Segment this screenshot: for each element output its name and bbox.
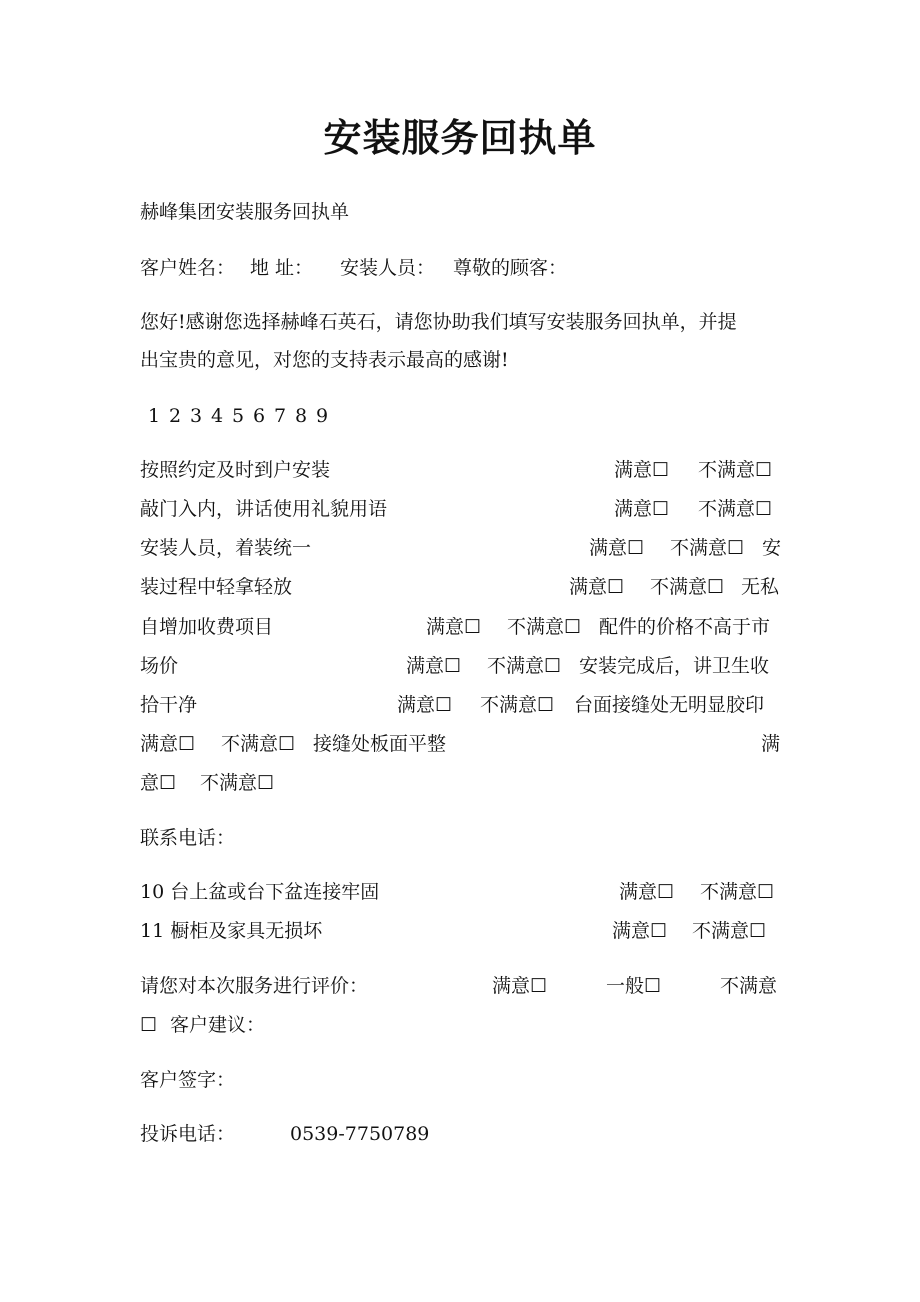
unsatisfied-checkbox[interactable]: 不满意☐ — [650, 576, 725, 598]
survey-row — [140, 653, 782, 679]
page-title: 安装服务回执单 — [323, 115, 597, 160]
satisfied-checkbox[interactable]: 满意☐ — [614, 459, 670, 481]
number: 3 — [190, 405, 203, 427]
survey-item-text: 敲门入内，讲话使用礼貌用语 — [140, 498, 388, 520]
greeting: 尊敬的顾客： — [453, 257, 568, 279]
survey-item-text: 配件的价格不高于市 — [599, 616, 771, 638]
eval-average-checkbox[interactable]: 一般☐ — [606, 975, 662, 997]
satisfied-checkbox[interactable]: 满意☐ — [589, 537, 645, 559]
survey-item-text: 场价 — [140, 655, 179, 677]
subtitle-line — [140, 199, 782, 225]
survey-item-text: 安装人员，着装统一 — [140, 537, 312, 559]
survey-item-text: 接缝处板面平整 — [313, 733, 447, 755]
satisfied-checkbox[interactable]: 满意☐ — [406, 655, 462, 677]
survey-item-text: 按照约定及时到户安装 — [140, 459, 331, 481]
eval-unsatisfied-box[interactable]: ☐ — [140, 1014, 158, 1036]
eval-satisfied-checkbox[interactable]: 满意☐ — [492, 975, 548, 997]
evaluation-label: 请您对本次服务进行评价： — [140, 975, 369, 997]
survey-item-text: 满 — [761, 733, 781, 755]
survey-item-text: 装过程中轻拿轻放 — [140, 576, 293, 598]
satisfied-checkbox-tail[interactable]: 意☐ — [140, 772, 177, 794]
subtitle: 赫峰集团安装服务回执单 — [140, 201, 350, 223]
unsatisfied-checkbox[interactable]: 不满意☐ — [700, 881, 775, 903]
complaint-line — [140, 1121, 782, 1147]
address-label: 地 址： — [250, 257, 314, 279]
survey-row — [140, 770, 782, 796]
survey-item-text: 自增加收费项目 — [140, 616, 274, 638]
intro-line-2: 出宝贵的意见，对您的支持表示最高的感谢! — [140, 349, 509, 371]
satisfied-checkbox[interactable]: 满意☐ — [614, 498, 670, 520]
survey-row — [140, 457, 782, 483]
contact-phone-label: 联系电话： — [140, 827, 236, 849]
intro-line-1: 您好!感谢您选择赫峰石英石，请您协助我们填写安装服务回执单，并提 — [140, 311, 737, 333]
number: 7 — [274, 405, 287, 427]
unsatisfied-checkbox[interactable]: 不满意☐ — [200, 772, 275, 794]
eval-unsatisfied-option[interactable]: 不满意 — [720, 975, 778, 997]
signature-label: 客户签字： — [140, 1069, 236, 1091]
number: 1 — [148, 405, 161, 427]
number: 5 — [232, 405, 245, 427]
number: 2 — [169, 405, 182, 427]
complaint-phone-number: 0539-7750789 — [290, 1123, 430, 1145]
survey-item-text: 无私 — [741, 576, 780, 598]
unsatisfied-checkbox[interactable]: 不满意☐ — [698, 498, 773, 520]
survey-item-text: 安装完成后，讲卫生收 — [579, 655, 770, 677]
survey-row — [140, 574, 782, 600]
satisfied-checkbox[interactable]: 满意☐ — [397, 694, 453, 716]
number: 9 — [316, 405, 329, 427]
contact-phone-line — [140, 825, 782, 851]
survey-row — [140, 692, 782, 718]
unsatisfied-checkbox[interactable]: 不满意☐ — [480, 694, 555, 716]
survey-item-text: 台面接缝处无明显胶印 — [574, 694, 765, 716]
satisfied-checkbox[interactable]: 满意☐ — [426, 616, 482, 638]
suggestion-row — [140, 1012, 782, 1038]
survey-row — [140, 731, 782, 757]
unsatisfied-checkbox[interactable]: 不满意☐ — [698, 459, 773, 481]
complaint-phone-label: 投诉电话： — [140, 1123, 236, 1145]
survey-row — [140, 879, 782, 905]
number: 4 — [211, 405, 224, 427]
number: 8 — [295, 405, 308, 427]
customer-info-line — [140, 255, 782, 281]
number-row — [140, 403, 782, 429]
signature-line — [140, 1067, 782, 1093]
evaluation-row — [140, 973, 782, 999]
survey-row — [140, 614, 782, 640]
unsatisfied-checkbox[interactable]: 不满意☐ — [670, 537, 745, 559]
survey-item-text: 拾干净 — [140, 694, 198, 716]
survey-row — [140, 918, 782, 944]
satisfied-checkbox[interactable]: 满意☐ — [140, 733, 196, 755]
customer-suggestion-label: 客户建议： — [170, 1014, 266, 1036]
satisfied-checkbox[interactable]: 满意☐ — [612, 920, 668, 942]
satisfied-checkbox[interactable]: 满意☐ — [619, 881, 675, 903]
unsatisfied-checkbox[interactable]: 不满意☐ — [487, 655, 562, 677]
survey-row — [140, 496, 782, 522]
customer-name-label: 客户姓名： — [140, 257, 236, 279]
unsatisfied-checkbox[interactable]: 不满意☐ — [507, 616, 582, 638]
survey-row — [140, 535, 782, 561]
survey-item-text: 11 橱柜及家具无损坏 — [140, 920, 323, 942]
installer-label: 安装人员： — [340, 257, 436, 279]
unsatisfied-checkbox[interactable]: 不满意☐ — [692, 920, 767, 942]
number: 6 — [253, 405, 266, 427]
survey-item-text: 安 — [762, 537, 782, 559]
satisfied-checkbox[interactable]: 满意☐ — [569, 576, 625, 598]
unsatisfied-checkbox[interactable]: 不满意☐ — [221, 733, 296, 755]
survey-item-text: 10 台上盆或台下盆连接牢固 — [140, 881, 380, 903]
